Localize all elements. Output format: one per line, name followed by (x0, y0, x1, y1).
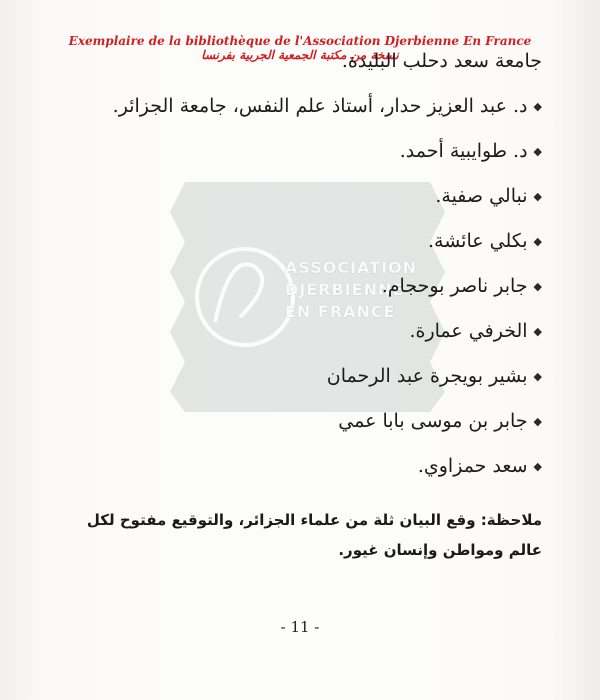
line-text: بكلي عائشة. (427, 230, 528, 252)
line-text: الخرفي عمارة. (409, 320, 528, 342)
line-text: نبالي صفية. (435, 185, 528, 207)
list-item (435, 185, 542, 207)
line-text: سعد حمزاوي. (417, 455, 528, 477)
list-line-0 (342, 50, 542, 72)
list-item (382, 275, 542, 297)
diamond-bullet-icon: ◆ (533, 459, 542, 473)
diamond-bullet-icon: ◆ (533, 369, 542, 383)
signature-note: ملاحظة: وقع البيان ثلة من علماء الجزائر، والتوقيع مفتوح لكل عالم ومواطن وإنسان غيور. (86, 511, 542, 559)
line-text: جابر بن موسى بابا عمي (338, 410, 528, 432)
line-text: جامعة سعد دحلب البليدة. (341, 50, 542, 72)
list-item (338, 410, 542, 432)
library-stamp-french: Exemplaire de la bibliothèque de l'Association Djerbienne En France (68, 34, 532, 48)
diamond-bullet-icon: ◆ (533, 99, 542, 113)
diamond-bullet-icon: ◆ (533, 414, 542, 428)
list-item (327, 365, 542, 387)
list-item (428, 230, 542, 252)
library-stamp-arabic: نسخة من مكتبة الجمعية الجربية بفرنسا (201, 48, 399, 62)
diamond-bullet-icon: ◆ (533, 279, 542, 293)
diamond-bullet-icon: ◆ (533, 324, 542, 338)
list-item (418, 455, 542, 477)
line-text: بشير بويجرة عبد الرحمان (326, 365, 528, 387)
list-item (113, 95, 542, 117)
diamond-bullet-icon: ◆ (533, 189, 542, 203)
line-text: د. عبد العزيز حدار، أستاذ علم النفس، جامعة الجزائر. (112, 95, 528, 117)
watermark-line-1: ASSOCIATION (285, 258, 418, 277)
watermark-line-2: DJERBIENNE (285, 280, 405, 299)
line-text: د. طوايبية أحمد. (399, 140, 528, 162)
page-number: - 11 - (280, 618, 320, 636)
list-item (409, 320, 542, 342)
diamond-bullet-icon: ◆ (533, 234, 542, 248)
watermark-line-3: EN FRANCE (285, 302, 396, 321)
list-item (400, 140, 542, 162)
line-text: جابر ناصر بوحجام. (381, 275, 528, 297)
diamond-bullet-icon: ◆ (533, 144, 542, 158)
